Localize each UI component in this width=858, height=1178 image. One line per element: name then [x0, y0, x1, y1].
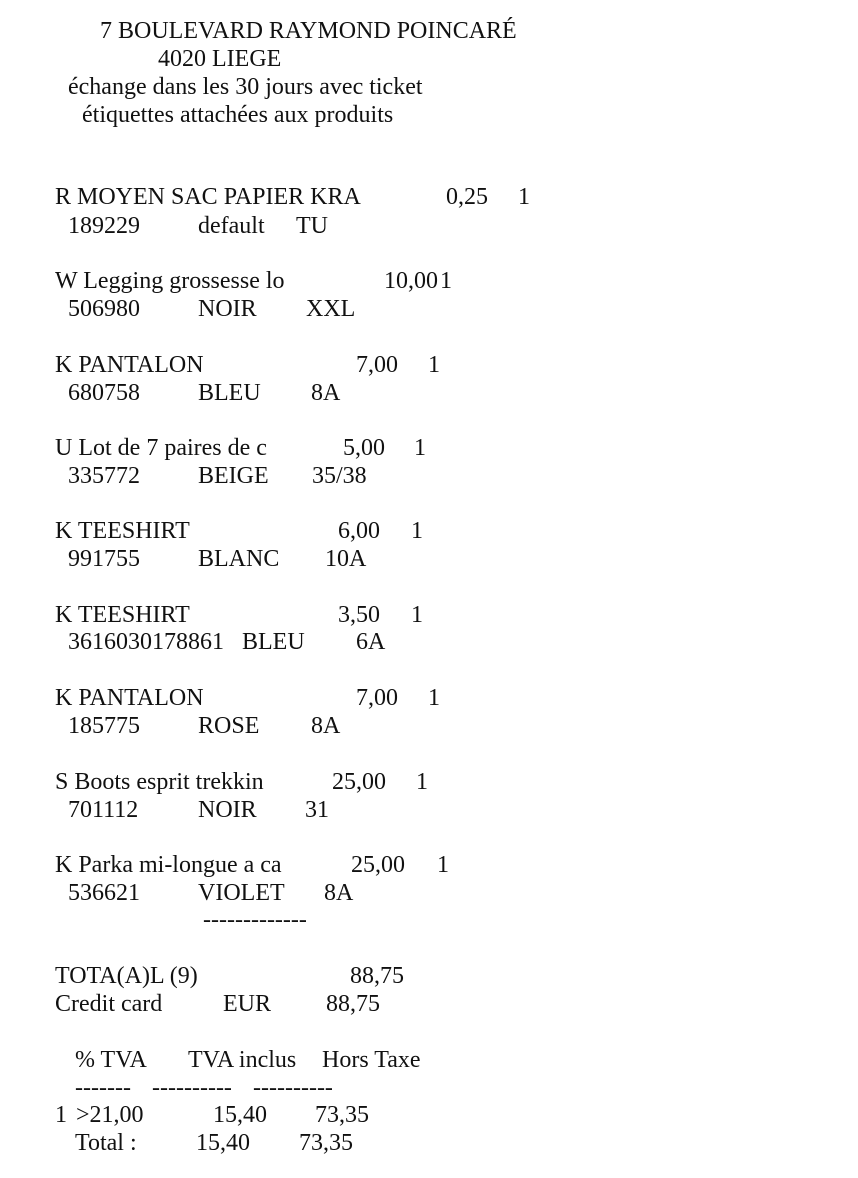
vat-col-included: TVA inclus [188, 1047, 297, 1073]
item-price: 10,00 [384, 268, 438, 294]
item-size: 35/38 [312, 463, 367, 489]
labels-policy: étiquettes attachées aux produits [82, 102, 394, 128]
item-price: 5,00 [343, 435, 385, 461]
vat-sep-included: ---------- [152, 1075, 232, 1101]
vat-total-label: Total : [75, 1130, 137, 1156]
item-size: XXL [306, 296, 356, 322]
item-name: K Parka mi-longue a ca [55, 852, 282, 878]
item-color: ROSE [198, 713, 260, 739]
total-amount: 88,75 [350, 963, 404, 989]
item-size: 8A [311, 713, 341, 739]
item-color: BLEU [198, 380, 261, 406]
payment-method: Credit card [55, 991, 163, 1017]
item-code: 991755 [68, 546, 140, 572]
item-code: 185775 [68, 713, 140, 739]
item-qty: 1 [518, 184, 530, 210]
item-name: R MOYEN SAC PAPIER KRA [55, 184, 361, 210]
item-name: K PANTALON [55, 352, 204, 378]
vat-row-index: 1 [55, 1102, 67, 1128]
item-color: BLANC [198, 546, 280, 572]
item-qty: 1 [437, 852, 449, 878]
item-price: 25,00 [332, 769, 386, 795]
vat-row-excl: 73,35 [315, 1102, 369, 1128]
item-code: 189229 [68, 213, 140, 239]
item-qty: 1 [416, 769, 428, 795]
item-size: 8A [311, 380, 341, 406]
store-address: 7 BOULEVARD RAYMOND POINCARÉ [100, 18, 517, 44]
item-qty: 1 [411, 602, 423, 628]
item-price: 0,25 [446, 184, 488, 210]
payment-currency: EUR [223, 991, 271, 1017]
store-city: 4020 LIEGE [158, 46, 282, 72]
item-name: K TEESHIRT [55, 518, 190, 544]
item-code: 701112 [68, 797, 139, 823]
items-separator: ------------- [203, 907, 307, 933]
item-name: K PANTALON [55, 685, 204, 711]
item-size: 8A [324, 880, 354, 906]
vat-total-excl: 73,35 [299, 1130, 353, 1156]
item-name: K TEESHIRT [55, 602, 190, 628]
vat-row-included: 15,40 [213, 1102, 267, 1128]
vat-sep-rate: ------- [75, 1075, 131, 1101]
exchange-policy: échange dans les 30 jours avec ticket [68, 74, 423, 100]
payment-amount: 88,75 [326, 991, 380, 1017]
item-color: BEIGE [198, 463, 269, 489]
item-price: 7,00 [356, 352, 398, 378]
item-color: NOIR [198, 296, 257, 322]
item-color: default [198, 213, 265, 239]
total-label: TOTA(A)L (9) [55, 963, 198, 989]
vat-col-excl: Hors Taxe [322, 1047, 421, 1073]
vat-total-included: 15,40 [196, 1130, 250, 1156]
vat-sep-excl: ---------- [253, 1075, 333, 1101]
item-price: 7,00 [356, 685, 398, 711]
item-name: W Legging grossesse lo [55, 268, 285, 294]
item-color: NOIR [198, 797, 257, 823]
item-price: 6,00 [338, 518, 380, 544]
item-size: 10A [325, 546, 367, 572]
vat-col-rate: % TVA [75, 1047, 147, 1073]
item-size: TU [296, 213, 328, 239]
item-color: BLEU [242, 629, 305, 655]
item-price: 3,50 [338, 602, 380, 628]
item-code: 680758 [68, 380, 140, 406]
item-qty: 1 [414, 435, 426, 461]
item-code: 335772 [68, 463, 140, 489]
item-code: 536621 [68, 880, 140, 906]
item-name: S Boots esprit trekkin [55, 769, 264, 795]
item-name: U Lot de 7 paires de c [55, 435, 267, 461]
item-code: 506980 [68, 296, 140, 322]
item-qty: 1 [440, 268, 452, 294]
vat-row-rate: >21,00 [76, 1102, 144, 1128]
item-qty: 1 [428, 685, 440, 711]
item-qty: 1 [411, 518, 423, 544]
item-size: 6A [356, 629, 386, 655]
item-code: 3616030178861 [68, 629, 224, 655]
item-price: 25,00 [351, 852, 405, 878]
item-qty: 1 [428, 352, 440, 378]
item-size: 31 [305, 797, 329, 823]
item-color: VIOLET [198, 880, 285, 906]
